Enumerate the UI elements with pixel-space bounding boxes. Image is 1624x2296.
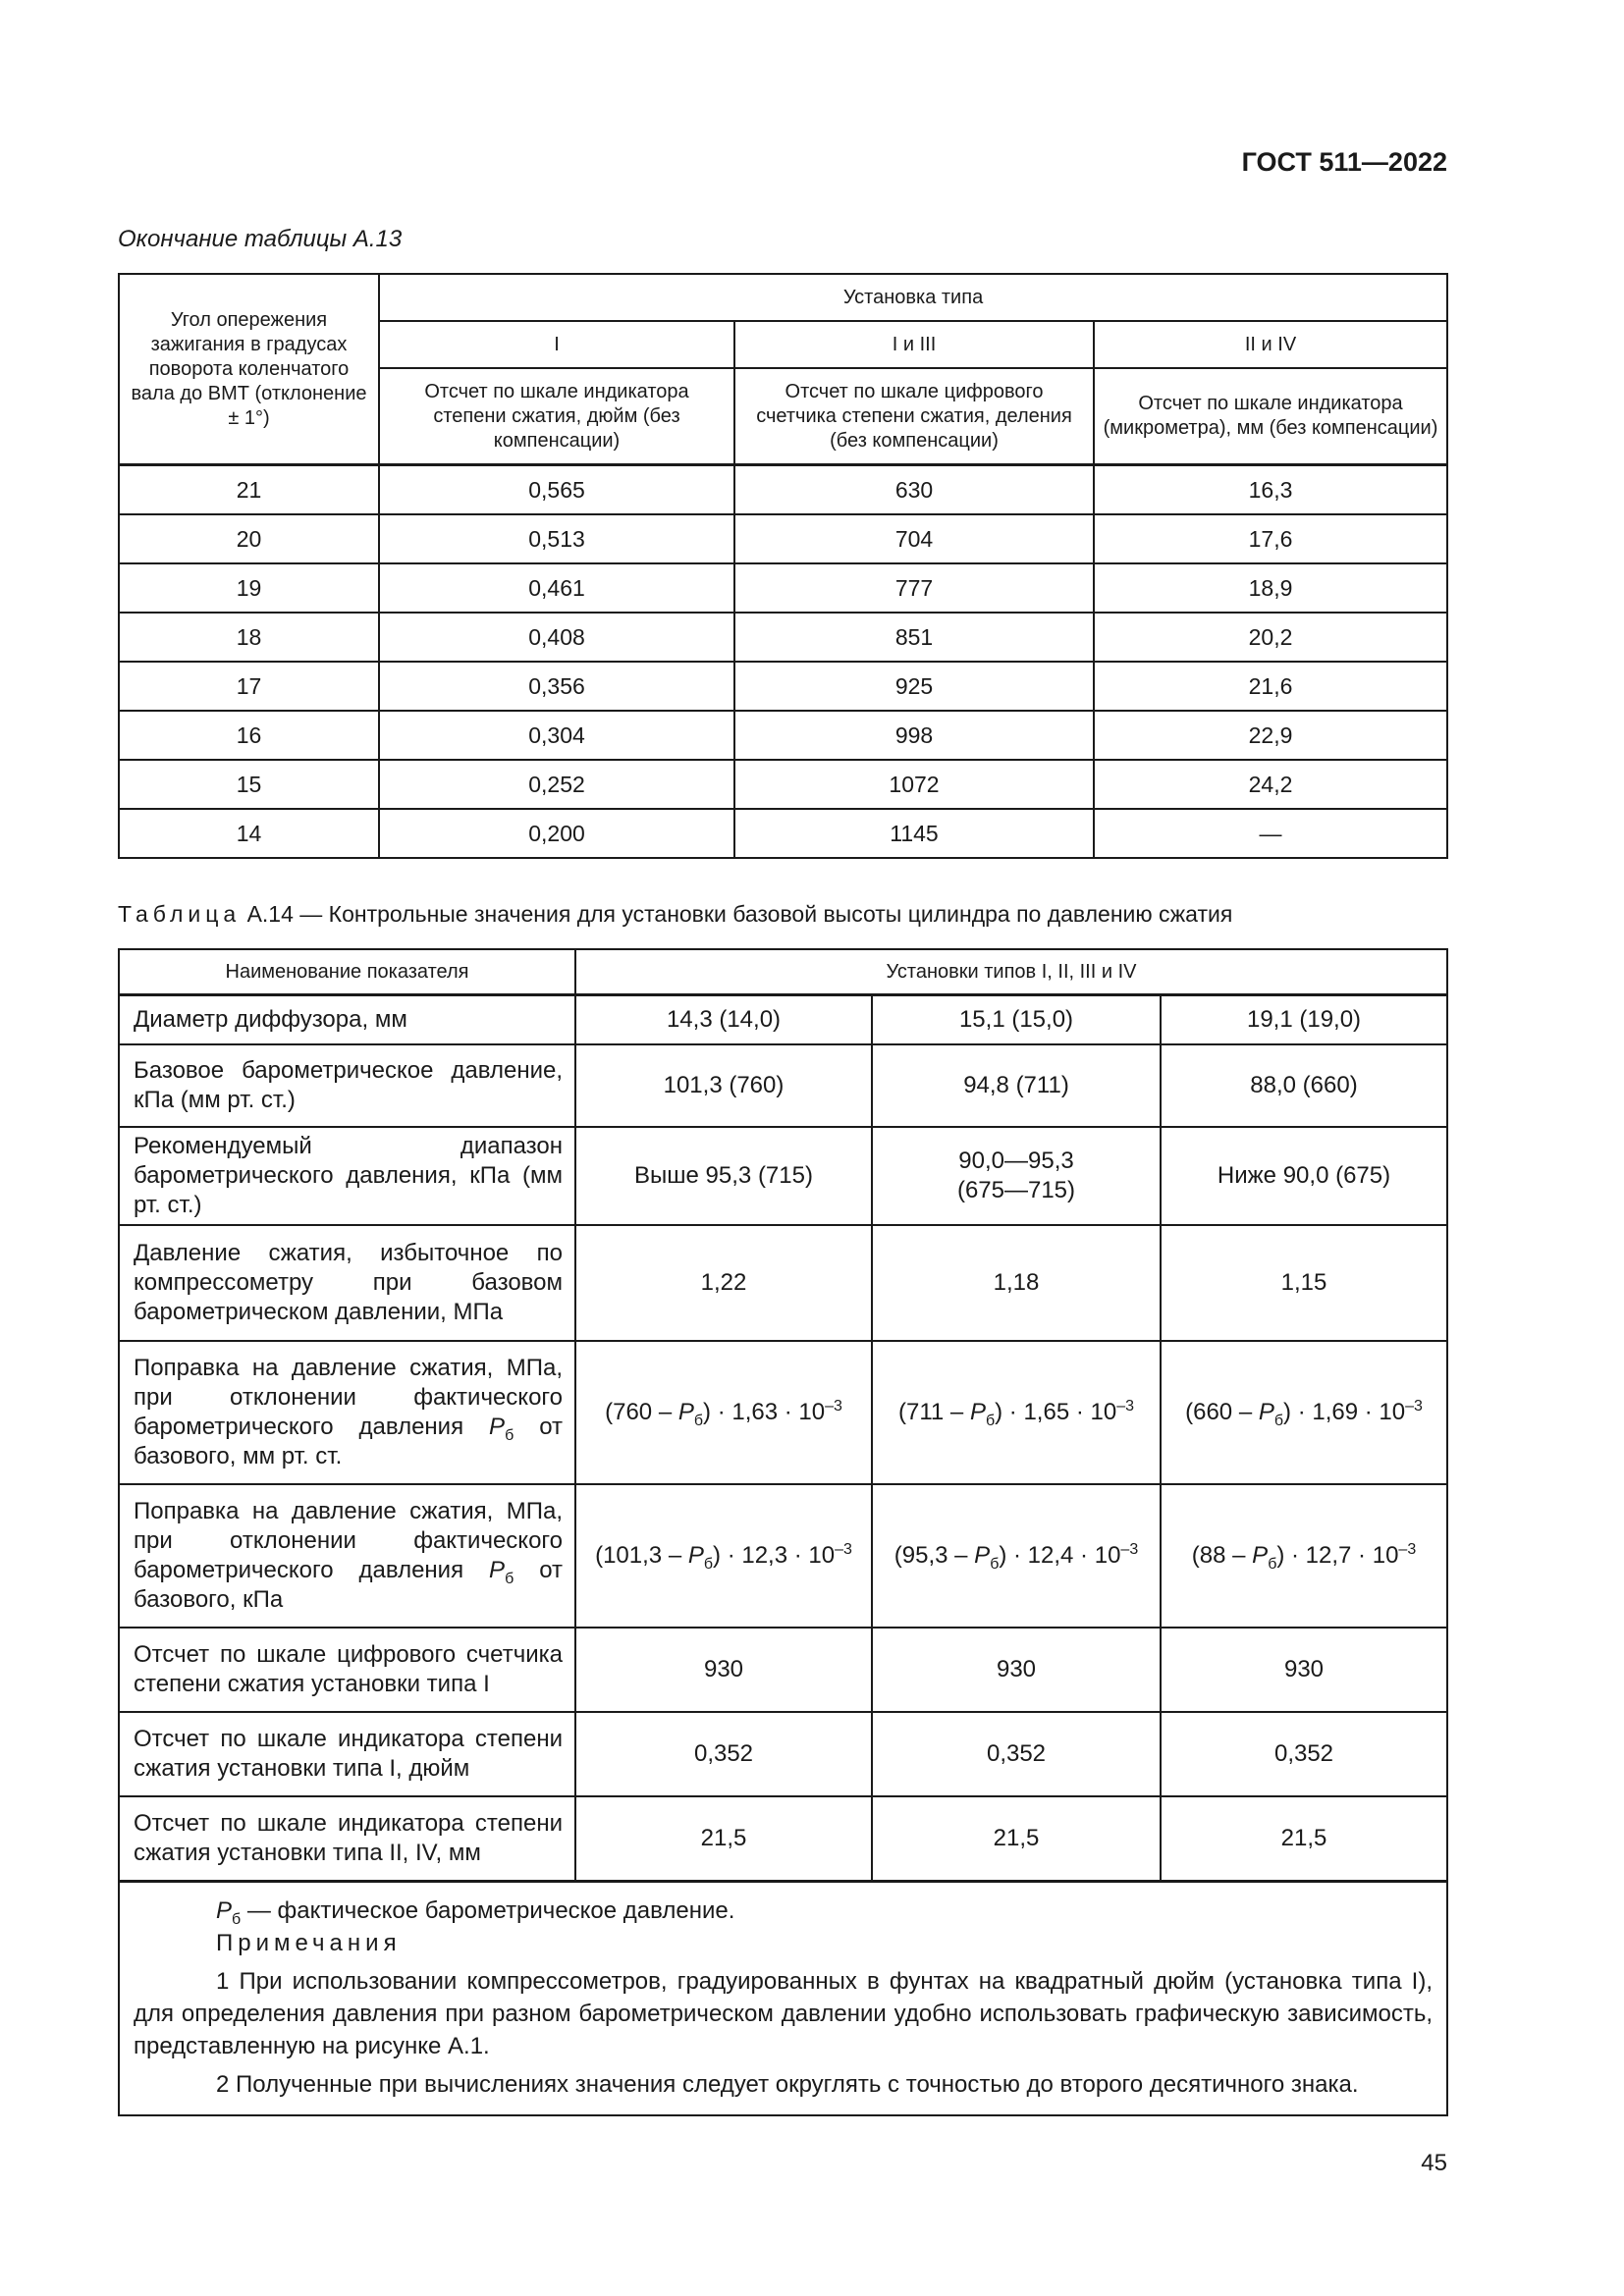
symbol-sub: б (985, 1412, 996, 1429)
a14-row-label (119, 1484, 575, 1628)
a14-formula (575, 1341, 872, 1484)
symbol-p: P (216, 1897, 233, 1924)
a14-formula (872, 1484, 1161, 1628)
table-row (119, 563, 1447, 613)
a13-desc-1: Отсчет по шкале индикатора степени сжатия, дюйм (без компенсации) (379, 368, 734, 465)
formula-part: ) · 1,65 · 10 (995, 1399, 1117, 1425)
symbol-p: P (489, 1557, 506, 1583)
a14-cell: 15,1 (15,0) (872, 995, 1161, 1045)
formula-part: (711 – (898, 1399, 964, 1425)
symbol-sub: б (693, 1412, 704, 1429)
formula-part: (760 – (605, 1399, 673, 1425)
table-row (119, 1796, 1447, 1882)
a13-cell: 0,461 (379, 563, 734, 613)
a14-cell-line: (675—715) (956, 1177, 1076, 1203)
a14-col1-header: Наименование показателя (119, 949, 575, 995)
a13-cell: 21 (119, 465, 379, 515)
a13-desc-2: Отсчет по шкале цифрового счетчика степени сжатия, деления (без компенсации) (734, 368, 1094, 465)
a14-cell (872, 1127, 1161, 1225)
a13-type-ii-iv: II и IV (1094, 321, 1447, 368)
a14-formula (872, 1341, 1161, 1484)
table-a14 (118, 948, 1448, 2116)
a13-col1-header: Угол опережения зажигания в градусах поворота коленчатого вала до ВМТ (отклонение ± 1°) (119, 274, 379, 465)
symbol-sub: б (505, 1426, 514, 1444)
table-row (119, 809, 1447, 858)
a14-cell: 0,352 (1161, 1712, 1447, 1796)
symbol-p: P (687, 1542, 704, 1569)
table-a13 (118, 273, 1448, 859)
a13-super-header: Установка типа (379, 274, 1447, 321)
a14-row-label: Отсчет по шкале индикатора степени сжатия установки типа II, IV, мм (119, 1796, 575, 1882)
a14-row-label: Рекомендуемый диапазон барометрического давления, кПа (мм рт. ст.) (119, 1127, 575, 1225)
a14-row-label: Давление сжатия, избыточное по компрессометру при базовом барометрическом давлении, МПа (119, 1225, 575, 1341)
table-row (119, 760, 1447, 809)
notes-cell (119, 1882, 1447, 2116)
a14-cell: 21,5 (872, 1796, 1161, 1882)
document-code: ГОСТ 511—2022 (1241, 147, 1447, 177)
a14-cell-line: 90,0—95,3 (958, 1148, 1074, 1174)
a14-cell: 101,3 (760) (575, 1044, 872, 1127)
notes-title-text: Примечания (216, 1930, 402, 1956)
a14-cell: 94,8 (711) (872, 1044, 1161, 1127)
symbol-p: P (677, 1399, 694, 1425)
a13-cell: 16,3 (1094, 465, 1447, 515)
a13-cell: 20,2 (1094, 613, 1447, 662)
table-row (119, 613, 1447, 662)
note-2: 2 Полученные при вычислениях значения следует округлять с точностью до второго десятичного знака. (216, 2071, 1359, 2098)
a14-row-label: Отсчет по шкале индикатора степени сжатия установки типа I, дюйм (119, 1712, 575, 1796)
a14-cell: 1,18 (872, 1225, 1161, 1341)
a13-cell: 0,304 (379, 711, 734, 760)
a13-cell: 0,408 (379, 613, 734, 662)
a13-type-i-iii: I и III (734, 321, 1094, 368)
label-part: Поправка на давление сжатия, МПа, при отклонении фактического барометрического давления (134, 1355, 563, 1440)
label-part: Поправка на давление сжатия, МПа, при отклонении фактического барометрического давления (134, 1498, 563, 1583)
a13-cell: 0,513 (379, 514, 734, 563)
a14-cell: 930 (872, 1628, 1161, 1712)
a13-cell: 0,252 (379, 760, 734, 809)
a13-cell: 1145 (734, 809, 1094, 858)
table-row (119, 1127, 1447, 1225)
a14-cell: 0,352 (872, 1712, 1161, 1796)
a14-cell: 19,1 (19,0) (1161, 995, 1447, 1045)
a14-cell: 14,3 (14,0) (575, 995, 872, 1045)
formula-part: ) · 1,69 · 10 (1283, 1399, 1406, 1425)
table-a14-caption (118, 901, 1232, 928)
exponent: –3 (825, 1398, 842, 1415)
a14-cell: Ниже 90,0 (675) (1161, 1127, 1447, 1225)
table-row (119, 1341, 1447, 1484)
a13-desc-3: Отсчет по шкале индикатора (микрометра), мм (без компенсации) (1094, 368, 1447, 465)
symbol-sub: б (505, 1570, 514, 1587)
a14-formula (575, 1484, 872, 1628)
a14-row-label: Базовое барометрическое давление, кПа (мм рт. ст.) (119, 1044, 575, 1127)
symbol-p: P (969, 1399, 986, 1425)
a14-cell: 1,15 (1161, 1225, 1447, 1341)
formula-part: (101,3 – (595, 1542, 682, 1569)
table-a13-caption: Окончание таблицы А.13 (118, 226, 403, 252)
symbol-definition (134, 1895, 1433, 1927)
table-row (119, 465, 1447, 515)
symbol-sub: б (1273, 1412, 1284, 1429)
a13-cell: 17 (119, 662, 379, 711)
table-row (119, 662, 1447, 711)
symbol-p: P (974, 1542, 991, 1569)
a14-cell: 0,352 (575, 1712, 872, 1796)
a13-cell: 1072 (734, 760, 1094, 809)
a14-cell: Выше 95,3 (715) (575, 1127, 872, 1225)
formula-part: (660 – (1185, 1399, 1253, 1425)
formula-part: ) · 1,63 · 10 (703, 1399, 826, 1425)
a13-cell: 998 (734, 711, 1094, 760)
a13-cell: 15 (119, 760, 379, 809)
note-1: 1 При использовании компрессометров, градуированных в фунтах на квадратный дюйм (установка типа I), для определения давления при разном барометрическом давлении удобно использовать графическую зависимость, представленную на рисунке А.1. (134, 1968, 1434, 2059)
symbol-p: P (489, 1414, 506, 1440)
symbol-sub: б (1268, 1555, 1277, 1573)
a14-cell: 1,22 (575, 1225, 872, 1341)
a13-cell: 851 (734, 613, 1094, 662)
exponent: –3 (1116, 1398, 1134, 1415)
a13-cell: 630 (734, 465, 1094, 515)
table-row (119, 514, 1447, 563)
page-number: 45 (1421, 2150, 1447, 2176)
a14-formula (1161, 1484, 1447, 1628)
a13-cell: 0,565 (379, 465, 734, 515)
table-row (119, 1712, 1447, 1796)
a13-cell: 14 (119, 809, 379, 858)
symbol-sub: б (703, 1555, 714, 1573)
notes-row (119, 1882, 1447, 2116)
a14-cell: 88,0 (660) (1161, 1044, 1447, 1127)
a14-cell: 930 (575, 1628, 872, 1712)
a14-cell: 21,5 (1161, 1796, 1447, 1882)
table-a14-caption-text: А.14 — Контрольные значения для установки базовой высоты цилиндра по давлению сжатия (246, 901, 1233, 927)
exponent: –3 (1398, 1541, 1417, 1558)
table-row (119, 1628, 1447, 1712)
a14-cell: 21,5 (575, 1796, 872, 1882)
formula-part: (95,3 – (893, 1542, 968, 1569)
a13-cell: 17,6 (1094, 514, 1447, 563)
table-row (119, 711, 1447, 760)
formula-part: ) · 12,3 · 10 (713, 1542, 836, 1569)
exponent: –3 (835, 1541, 852, 1558)
a14-row-label (119, 1341, 575, 1484)
a13-cell: 19 (119, 563, 379, 613)
symbol-definition-text: — фактическое барометрическое давление. (246, 1897, 735, 1924)
a13-cell: 0,356 (379, 662, 734, 711)
a13-cell: 16 (119, 711, 379, 760)
a14-cell: 930 (1161, 1628, 1447, 1712)
table-a14-caption-label: Таблица (118, 901, 242, 927)
table-row (119, 1484, 1447, 1628)
formula-part: ) · 12,7 · 10 (1276, 1542, 1399, 1569)
a13-cell: 18,9 (1094, 563, 1447, 613)
label-part: от базового, кПа (134, 1557, 563, 1613)
symbol-sub: б (990, 1555, 1000, 1573)
a13-cell: 21,6 (1094, 662, 1447, 711)
notes-title (134, 1927, 1433, 1959)
a14-formula (1161, 1341, 1447, 1484)
a13-cell: 18 (119, 613, 379, 662)
a14-group-header: Установки типов I, II, III и IV (575, 949, 1447, 995)
a13-cell: 20 (119, 514, 379, 563)
a13-cell: 704 (734, 514, 1094, 563)
a13-cell: 0,200 (379, 809, 734, 858)
a13-cell: — (1094, 809, 1447, 858)
a13-type-i: I (379, 321, 734, 368)
label-part: от базового, мм рт. ст. (134, 1414, 563, 1469)
exponent: –3 (1120, 1541, 1139, 1558)
formula-part: (88 – (1191, 1542, 1246, 1569)
formula-part: ) · 12,4 · 10 (999, 1542, 1121, 1569)
symbol-p: P (1258, 1399, 1274, 1425)
a13-cell: 925 (734, 662, 1094, 711)
a14-row-label: Отсчет по шкале цифрового счетчика степени сжатия установки типа I (119, 1628, 575, 1712)
table-row (119, 1044, 1447, 1127)
a14-row-label: Диаметр диффузора, мм (119, 995, 575, 1045)
a13-cell: 22,9 (1094, 711, 1447, 760)
a13-cell: 777 (734, 563, 1094, 613)
symbol-sub: б (232, 1910, 242, 1928)
a13-cell: 24,2 (1094, 760, 1447, 809)
table-row (119, 1225, 1447, 1341)
symbol-p: P (1252, 1542, 1269, 1569)
exponent: –3 (1405, 1398, 1423, 1415)
table-row (119, 995, 1447, 1045)
